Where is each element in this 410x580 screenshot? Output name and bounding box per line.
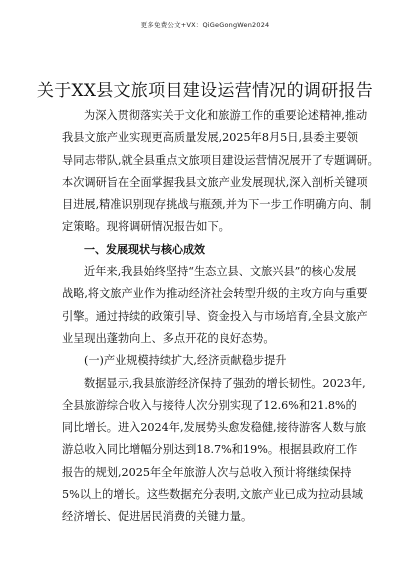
body-line: 我县文旅产业实现更高质量发展,2025年8月5日,县委主要领 (62, 131, 358, 145)
body-line: 本次调研旨在全面掌握我县文旅产业发展现状,深入剖析关键项 (62, 175, 368, 189)
body-line: 导同志带队,就全县重点文旅项目建设运营情况展开了专题调研。 (62, 153, 379, 167)
body-line: 经济增长、促进居民消费的关键力量。 (62, 510, 253, 524)
body-line: 游总收入同比增幅分别达到18.7%和19%。根据县政府工作 (62, 443, 358, 457)
body-line: 定策略。现将调研情况报告如下。 (62, 220, 230, 234)
body-line: 报告的规划,2025年全年旅游人次与总收入预计将继续保持 (62, 465, 352, 479)
report-body (62, 105, 379, 529)
section-heading: 一、发展现状与核心成效 (84, 242, 205, 256)
body-line: 5%以上的增长。这些数据充分表明,文旅产业已成为拉动县域 (62, 488, 363, 502)
body-line: 目进展,精准识别现存挑战与瓶颈,并为下一步工作明确方向、制 (62, 198, 372, 212)
body-line: 战略,将文旅产业作为推动经济社会转型升级的主攻方向与重要 (62, 287, 368, 301)
body-line: 业呈现出蓬勃向上、多点开花的良好态势。 (62, 331, 275, 345)
watermark-text: 更多免费公文+VX：QiGeGongWen2024 (140, 21, 270, 29)
report-title: 关于XX县文旅项目建设运营情况的调研报告 (36, 81, 374, 101)
body-line: (一)产业规模持续扩大,经济贡献稳步提升 (84, 354, 287, 368)
body-line: 同比增长。进入2024年,发展势头愈发稳健,接待游客人数与旅 (62, 421, 367, 435)
body-line: 数据显示,我县旅游经济保持了强劲的增长韧性。2023年, (84, 376, 366, 390)
body-line: 引擎。通过持续的政策引导、资金投入与市场培育,全县文旅产 (62, 309, 368, 323)
body-line: 全县旅游综合收入与接待人次分别实现了12.6%和21.8%的 (62, 398, 357, 412)
body-line: 为深入贯彻落实关于文化和旅游工作的重要论述精神,推动 (84, 109, 368, 122)
body-line: 近年来,我县始终坚持“生态立县、文旅兴县”的核心发展 (84, 265, 357, 279)
